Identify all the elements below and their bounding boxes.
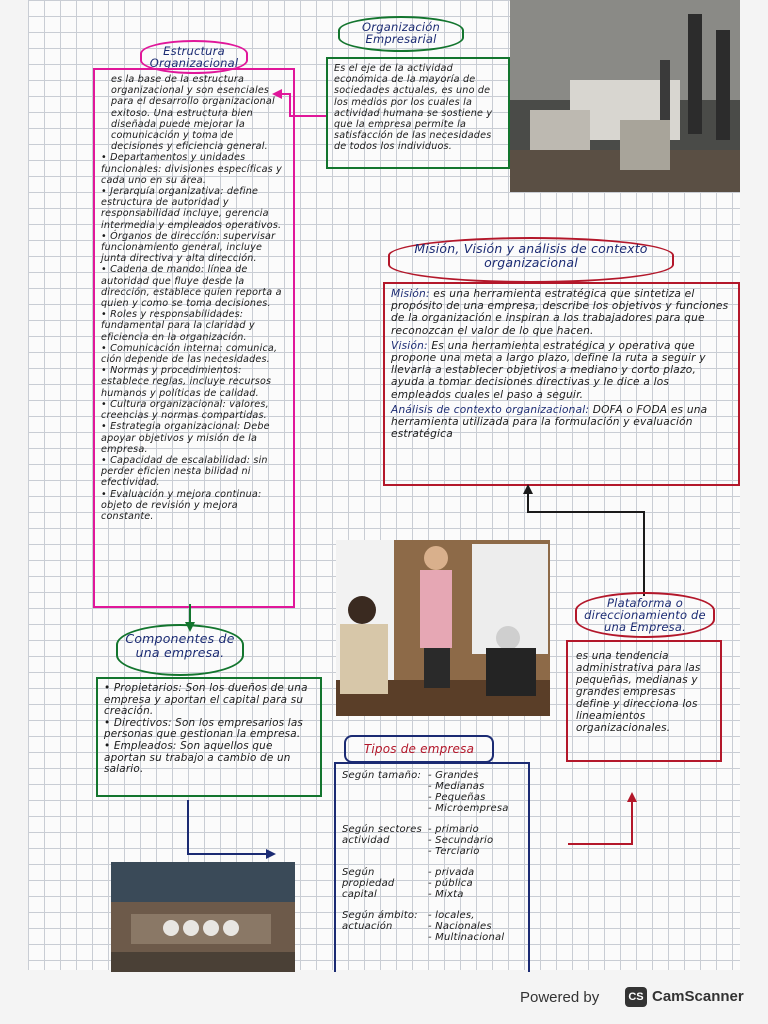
tipos-label: Según sectores actividad <box>342 824 422 846</box>
mision-label: Misión: <box>391 288 430 300</box>
estructura-intro: es la base de la estructura organizacional y son esenciales para el desarrollo organizacional exitoso. Una estructura bien diseñada puede mejorar la comunicación y toma de decisiones y eficiencia general. <box>111 74 275 153</box>
componentes-box <box>96 677 322 797</box>
tipos-group <box>342 824 522 857</box>
factory-photo <box>510 0 740 192</box>
estructura-item: • Cadena de mando: línea de autoridad que fluye desde la dirección, establece quien reporta a quien y como se toma decisiones. <box>101 264 282 310</box>
estructura-item: • Evaluación y mejora continua: objeto de revisión y mejora constante. <box>101 488 262 522</box>
vision-text: Es una herramienta estratégica y operativa que propone una meta a largo plazo, define la ruta a seguir y llevarla a establecer objetivos a mediano y corto plazo, ayuda a tomar decisiones directivas y le dice a los empleados cuales el paso a seguir. <box>391 339 706 401</box>
camscanner-brand: CamScanner <box>652 988 744 1005</box>
tipos-value: - Nacionales <box>428 921 492 932</box>
componentes-item: • Directivos: Son los empresarios las personas que gestionan la empresa. <box>104 716 304 741</box>
tipos-value: - Terciario <box>428 846 480 857</box>
tipos-value: - Medianas <box>428 781 485 792</box>
connector-arrow <box>180 800 280 864</box>
plataforma-box <box>566 640 722 762</box>
connector-arrow <box>270 80 330 120</box>
powered-by-text: Powered by <box>520 989 600 1006</box>
tipos-box <box>334 762 530 972</box>
estructura-item: • Comunicación interna: comunica, ción depende de las necesidades. <box>101 342 278 366</box>
tipos-values <box>428 824 493 857</box>
tipos-value: - pública <box>428 878 473 889</box>
componentes-title: Componentes de una empresa. <box>116 624 244 676</box>
estructura-item: • Jerarquía organizativa: define estructura de autoridad y responsabilidad incluye, gerencia intermedia y empleados operativos. <box>101 186 282 231</box>
estructura-item: • Órganos de dirección: supervisar funcionamiento general, incluye junta directiva y alta dirección. <box>101 230 276 265</box>
port-illustration <box>111 862 295 972</box>
tipos-label: Según ámbito: actuación <box>342 910 418 932</box>
tipos-value: - primario <box>428 824 479 835</box>
organizacion-box <box>326 57 510 169</box>
tipos-value: - locales, <box>428 910 475 921</box>
tipos-group <box>342 910 522 943</box>
vision-label: Visión: <box>391 339 428 352</box>
estructura-item: • Normas y procedimientos: establece reglas, incluye recursos humanos y políticas de calidad. <box>101 365 272 399</box>
tipos-value: - Grandes <box>428 770 479 781</box>
tipos-value: - Secundario <box>428 835 494 846</box>
estructura-item: • Departamentos y unidades funcionales: divisiones específicas y cada uno en su área. <box>101 152 282 186</box>
organizacion-text: Es el eje de la actividad económica de la mayoría de sociedades actuales, es uno de los medios por los cuales la actividad humana se sostiene y que la empresa permite la satisfacción de las necesidades de todos los individuos. <box>334 63 493 153</box>
tipos-values <box>428 770 509 814</box>
camscanner-logo-icon: CS <box>625 987 647 1007</box>
componentes-item: • Propietarios: Son los dueños de una empresa y aportan el capital para su creación. <box>104 682 308 718</box>
vision-paragraph <box>391 340 732 401</box>
meeting-photo <box>336 540 550 716</box>
plataforma-text: es una tendencia administrativa para las pequeñas, medianas y grandes empresas define y direcciona los lineamientos organizacionales. <box>576 650 701 734</box>
tipos-label: Según propiedad capital <box>342 867 395 900</box>
mision-text: es una herramienta estratégica que sintetiza el propósito de una empresa, describe los objetivos y funciones de la organización e inspiran a los trabajadores para que reconozcan el valor de lo que hacen. <box>391 288 729 337</box>
analisis-text: DOFA o FODA es una herramienta utilizada para la formulación y evaluación estratégica <box>391 403 708 441</box>
tipos-value: - privada <box>428 867 475 878</box>
tipos-title: Tipos de empresa <box>344 735 494 763</box>
tipos-group <box>342 770 522 814</box>
tipos-values <box>428 910 504 943</box>
footer <box>0 975 768 1024</box>
factory-illustration <box>510 0 740 192</box>
componentes-item: • Empleados: Son aquellos que aportan su trabajo a cambio de un salario. <box>104 739 291 776</box>
tipos-values <box>428 867 474 900</box>
tipos-label: Según tamaño: <box>342 770 422 781</box>
estructura-item: • Cultura organizacional: valores, creencias y normas compartidas. <box>101 398 269 422</box>
tipos-value: - Pequeñas <box>428 792 486 803</box>
plataforma-title: Plataforma o direccionamiento de una Empresa. <box>575 592 715 638</box>
organizacion-title: Organización Empresarial <box>338 16 464 52</box>
meeting-illustration <box>336 540 550 716</box>
analisis-label: Análisis de contexto organizacional: <box>391 403 590 416</box>
tipos-value: - Microempresa <box>428 803 509 814</box>
mision-paragraph <box>391 288 732 337</box>
connector-arrow <box>566 790 646 850</box>
estructura-title: Estructura Organizacional <box>140 40 248 74</box>
estructura-item: • Roles y responsabilidades: fundamental para la claridad y eficiencia en la organización. <box>101 309 255 343</box>
tipos-value: - Mixta <box>428 889 464 900</box>
tipos-group <box>342 867 522 900</box>
estructura-box <box>93 68 295 608</box>
analisis-paragraph <box>391 404 732 441</box>
estructura-item: • Capacidad de escalabilidad: sin perder eficien nesta bilidad ni efectividad. <box>101 454 268 489</box>
mision-title: Misión, Visión y análisis de contexto organizacional <box>388 237 674 283</box>
port-photo <box>111 862 295 972</box>
mision-box <box>383 282 740 486</box>
tipos-value: - Multinacional <box>428 932 505 943</box>
estructura-item: • Estrategia organizacional: Debe apoyar objetivos y misión de la empresa. <box>101 421 270 455</box>
